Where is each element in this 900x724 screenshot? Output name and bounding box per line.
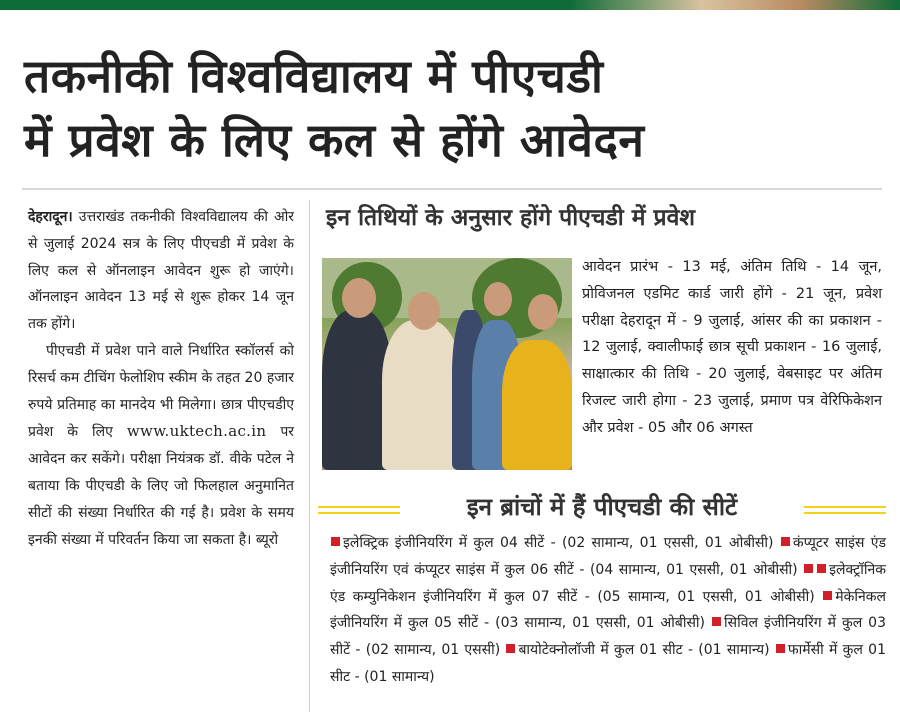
bullet-square-icon	[331, 537, 340, 546]
photo-person-head	[528, 294, 558, 330]
top-color-strip	[0, 0, 900, 10]
bullet-square-icon	[506, 644, 515, 653]
headline-line-2: में प्रवेश के लिए कल से होंगे आवेदन	[24, 113, 645, 167]
heading-rule-left	[318, 506, 400, 514]
photo-person-head	[484, 282, 512, 316]
photo-person-head	[408, 292, 440, 330]
article-paragraph-2-text: पीएचडी में प्रवेश पाने वाले निर्धारित स्कॉलर्स को रिसर्च कम टीचिंग फेलोशिप स्कीम के तहत 20 हजार रुपये प्रतिमाह का मानदेय भी मिलेगा। छात्र पीएचडीए प्रवेश के लिए	[28, 342, 294, 441]
headline	[24, 44, 884, 172]
seat-item: फार्मेसी में कुल 01 सीट - (01 सामान्य)	[330, 642, 886, 685]
seats-heading	[318, 490, 886, 526]
seat-item: बायोटेक्नोलॉजी में कुल 01 सीट - (01 सामान्य)	[518, 642, 770, 659]
dateline: देहरादून।	[28, 209, 73, 225]
bullet-square-icon	[817, 564, 826, 573]
article-paragraph-1	[28, 204, 294, 338]
seat-item: सिविल इंजीनियरिंग में कुल 03 सीटें - (02 सामान्य, 01 एससी)	[330, 615, 886, 659]
students-photo	[322, 258, 572, 470]
photo-person-head	[342, 278, 376, 318]
bullet-square-icon	[776, 644, 785, 653]
article-paragraph-1-text: उत्तराखंड तकनीकी विश्वविद्यालय की ओर से जुलाई 2024 सत्र के लिए पीएचडी में प्रवेश के लिए कल से ऑनलाइन आवेदन शुरू हो जाएंगे। ऑनलाइन आवेदन 13 मई से शुरू होकर 14 जून तक होंगे।	[28, 209, 295, 333]
heading-rule-right	[804, 506, 886, 514]
schedule-text: आवेदन प्रारंभ - 13 मई, अंतिम तिथि - 14 जून, प्रोविजनल एडमिट कार्ड जारी होंगे - 21 जून, प्रवेश परीक्षा देहरादून में - 9 जुलाई, आंसर की का प्रकाशन - 12 जुलाई, क्वालीफाई छात्र सूची प्रकाशन - 16 जुलाई, साक्षात्कार की तिथि - 20 जुलाई, वेबसाइट पर अंतिम रिजल्ट जारी होगा - 23 जुलाई, प्रमाण पत्र वेरिफिकेशन और प्रवेश - 05 और 06 अगस्त	[582, 259, 882, 436]
article-body	[28, 204, 294, 553]
seats-list	[330, 530, 886, 691]
schedule-heading: इन तिथियों के अनुसार होंगे पीएचडी में प्रवेश	[326, 205, 696, 231]
seats-heading-text: इन ब्रांचों में हैं पीएचडी की सीटें	[466, 493, 738, 521]
bullet-square-icon	[823, 591, 832, 600]
photo-person	[382, 320, 462, 470]
photo-person	[502, 340, 572, 470]
seat-item: मेकेनिकल इंजीनियरिंग में कुल 05 सीटें - (03 सामान्य, 01 एससी, 01 ओबीसी)	[330, 588, 886, 632]
headline-divider	[22, 188, 882, 190]
column-divider	[309, 200, 310, 712]
top-photo-edge	[570, 0, 900, 10]
website-url: www.uktech.ac.in	[126, 422, 267, 441]
bullet-square-icon	[712, 617, 721, 626]
headline-line-1: तकनीकी विश्वविद्यालय में पीएचडी	[24, 49, 604, 103]
article-paragraph-2	[28, 338, 294, 553]
seat-item: इलेक्ट्रिक इंजीनियरिंग में कुल 04 सीटें - (02 सामान्य, 01 एससी, 01 ओबीसी)	[343, 535, 774, 551]
seat-item: कंप्यूटर साइंस एंड इंजीनियरिंग एवं कंप्यूटर साइंस में कुल 06 सीटें - (04 सामान्य, 01 एससी, 01 ओबीसी)	[330, 535, 886, 578]
seat-item: इलेक्ट्रॉनिक एंड कम्युनिकेशन इंजीनियरिंग में कुल 07 सीटें - (05 सामान्य, 01 एससी, 01 ओबीसी)	[330, 561, 886, 605]
article-paragraph-2-end: पर आवेदन कर सकेंगे। परीक्षा नियंत्रक डॉ. वीके पटेल ने बताया कि पीएचडी के लिए जो फिलहाल अनुमानित सीटों की संख्या निर्धारित की गई है। प्रवेश के समय इनकी संख्या में परिवर्तन किया जा सकता है। ब्यूरो	[28, 424, 294, 548]
bullet-square-icon	[804, 564, 813, 573]
bullet-square-icon	[781, 537, 790, 546]
